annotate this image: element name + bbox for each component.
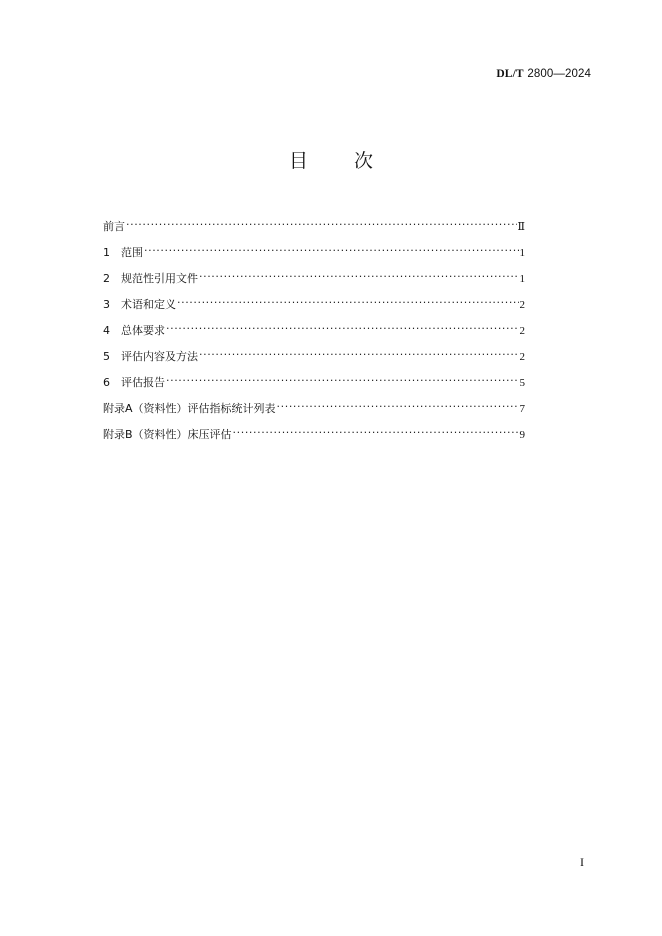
toc-entry-page: 1 (519, 247, 525, 259)
toc-entry-label: 评估内容及方法 (121, 350, 198, 363)
toc-entry-foreword[interactable] (103, 218, 525, 244)
toc-entry-page: 2 (519, 351, 525, 363)
toc-entry-assessment-methods[interactable] (103, 348, 525, 374)
toc-entry-number: 4 (103, 324, 110, 337)
toc-entry-number: 1 (103, 246, 110, 259)
toc-entry-label: 评估报告 (121, 376, 165, 389)
toc-entry-page: 2 (519, 325, 525, 337)
toc-leader-dots (199, 349, 519, 360)
document-code-number: 2800—2024 (527, 68, 591, 80)
toc-entry-scope[interactable] (103, 244, 525, 270)
toc-entry-page: 2 (519, 299, 525, 311)
page-title: 目 次 (288, 150, 394, 172)
toc-entry-page: 5 (519, 377, 525, 389)
toc-entry-label: 范围 (121, 246, 143, 259)
toc-entry-label: 附录A（资料性）评估指标统计列表 (103, 402, 276, 415)
toc-entry-number: 2 (103, 272, 110, 285)
toc-entry-label: 附录B（资料性）床压评估 (103, 428, 232, 441)
toc-entry-page: 1 (519, 273, 525, 285)
toc-leader-dots (233, 427, 519, 438)
toc-entry-label: 术语和定义 (121, 298, 176, 311)
toc-leader-dots (166, 323, 519, 334)
toc-entry-number: 6 (103, 376, 110, 389)
toc-entry-page: 7 (519, 403, 525, 415)
toc-entry-number: 3 (103, 298, 110, 311)
toc-entry-label: 规范性引用文件 (121, 272, 198, 285)
document-code (496, 66, 591, 80)
toc-entry-page: 9 (519, 429, 525, 441)
toc-entry-appendix-a[interactable] (103, 400, 525, 426)
toc-entry-number: 5 (103, 350, 110, 363)
toc-leader-dots (126, 219, 517, 230)
toc-entry-label: 前言 (103, 220, 125, 233)
toc-entry-appendix-b[interactable] (103, 426, 525, 452)
toc-leader-dots (177, 297, 519, 308)
toc-leader-dots (144, 245, 519, 256)
toc-entry-assessment-report[interactable] (103, 374, 525, 400)
toc-entry-terms-definitions[interactable] (103, 296, 525, 322)
toc-entry-label: 总体要求 (121, 324, 165, 337)
toc-entry-general-requirements[interactable] (103, 322, 525, 348)
document-code-prefix: DL/T (496, 68, 524, 80)
toc-entry-normative-references[interactable] (103, 270, 525, 296)
toc-leader-dots (199, 271, 519, 282)
toc-leader-dots (277, 401, 519, 412)
page-number: I (580, 855, 584, 869)
toc-entry-page: Ⅱ (517, 221, 525, 233)
table-of-contents (103, 218, 525, 452)
toc-leader-dots (166, 375, 519, 386)
